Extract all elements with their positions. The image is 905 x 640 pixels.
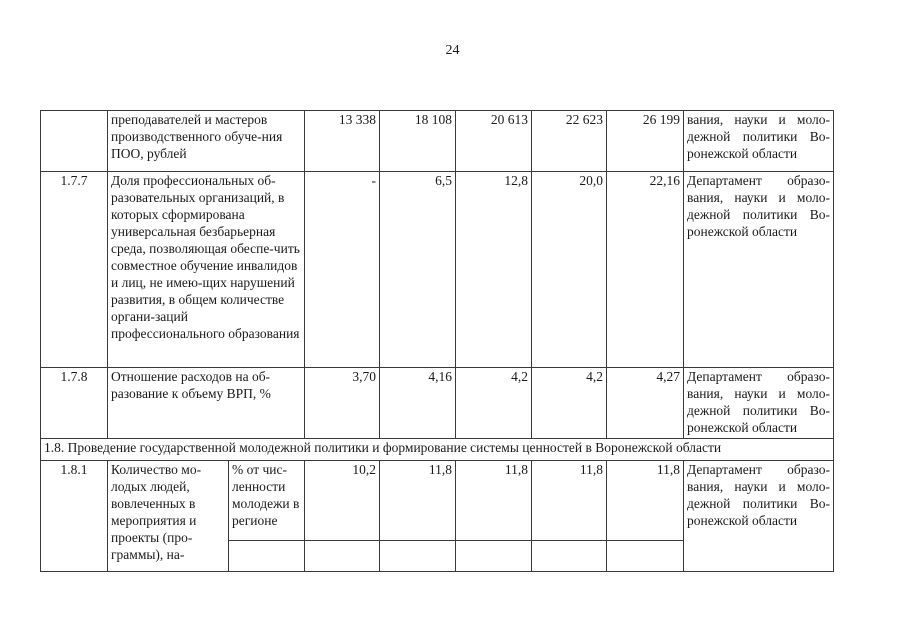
cell-value-2: 11,8 — [380, 461, 456, 541]
section-heading: 1.8. Проведение государственной молодежной политики и формирование системы ценностей в Воронежской области — [41, 439, 834, 461]
table-row-1-7-7 — [41, 172, 834, 368]
cell-value-5: 4,27 — [607, 368, 684, 439]
cell-value-2: 4,16 — [380, 368, 456, 439]
cell-responsible: Департамент образо-вания, науки и моло-дежной политики Во-ронежской области — [684, 172, 834, 368]
cell-indicator-text: Количество мо-лодых людей, вовлеченных в мероприятия и проекты (про-граммы), на- — [108, 461, 229, 572]
page-number: 24 — [445, 43, 460, 58]
cell-num — [41, 111, 108, 172]
cell-indicator-text: Доля профессиональных об-разовательных организаций, в которых сформирована универсальная безбарьерная среда, позволяющая обеспе-чить совместное обучение инвалидов и лиц, не имею-щих нарушений развития, в общем количестве органи-заций профессионального образования — [108, 172, 305, 368]
cell-value-1: 3,70 — [305, 368, 380, 439]
cell-value-empty-3 — [456, 541, 532, 572]
cell-value-4: 11,8 — [532, 461, 607, 541]
cell-unit: % от чис-ленности молодежи в регионе — [229, 461, 305, 541]
indicators-table — [40, 110, 834, 572]
table-row-continuation — [41, 111, 834, 172]
cell-value-1: - — [305, 172, 380, 368]
cell-value-3: 20 613 — [456, 111, 532, 172]
cell-value-5: 11,8 — [607, 461, 684, 541]
cell-value-empty-5 — [607, 541, 684, 572]
cell-value-empty-4 — [532, 541, 607, 572]
cell-unit-empty — [229, 541, 305, 572]
table-row-1-8-1 — [41, 461, 834, 541]
cell-value-1: 10,2 — [305, 461, 380, 541]
cell-value-4: 20,0 — [532, 172, 607, 368]
cell-value-2: 6,5 — [380, 172, 456, 368]
cell-value-empty-1 — [305, 541, 380, 572]
cell-value-2: 18 108 — [380, 111, 456, 172]
cell-value-5: 22,16 — [607, 172, 684, 368]
cell-indicator-text: Отношение расходов на об-разование к объему ВРП, % — [108, 368, 305, 439]
cell-indicator-text: преподавателей и мастеров производственного обуче-ния ПОО, рублей — [108, 111, 305, 172]
cell-responsible: Департамент образо-вания, науки и моло-дежной политики Во-ронежской области — [684, 461, 834, 572]
cell-responsible: вания, науки и моло-дежной политики Во-ронежской области — [684, 111, 834, 172]
table-row-1-7-8 — [41, 368, 834, 439]
cell-value-empty-2 — [380, 541, 456, 572]
table-row-section-1-8 — [41, 439, 834, 461]
cell-num: 1.8.1 — [41, 461, 108, 572]
cell-num: 1.7.8 — [41, 368, 108, 439]
cell-num: 1.7.7 — [41, 172, 108, 368]
cell-value-4: 4,2 — [532, 368, 607, 439]
cell-value-4: 22 623 — [532, 111, 607, 172]
cell-value-5: 26 199 — [607, 111, 684, 172]
cell-responsible: Департамент образо-вания, науки и моло-дежной политики Во-ронежской области — [684, 368, 834, 439]
cell-value-3: 11,8 — [456, 461, 532, 541]
cell-value-3: 4,2 — [456, 368, 532, 439]
cell-value-3: 12,8 — [456, 172, 532, 368]
cell-value-1: 13 338 — [305, 111, 380, 172]
